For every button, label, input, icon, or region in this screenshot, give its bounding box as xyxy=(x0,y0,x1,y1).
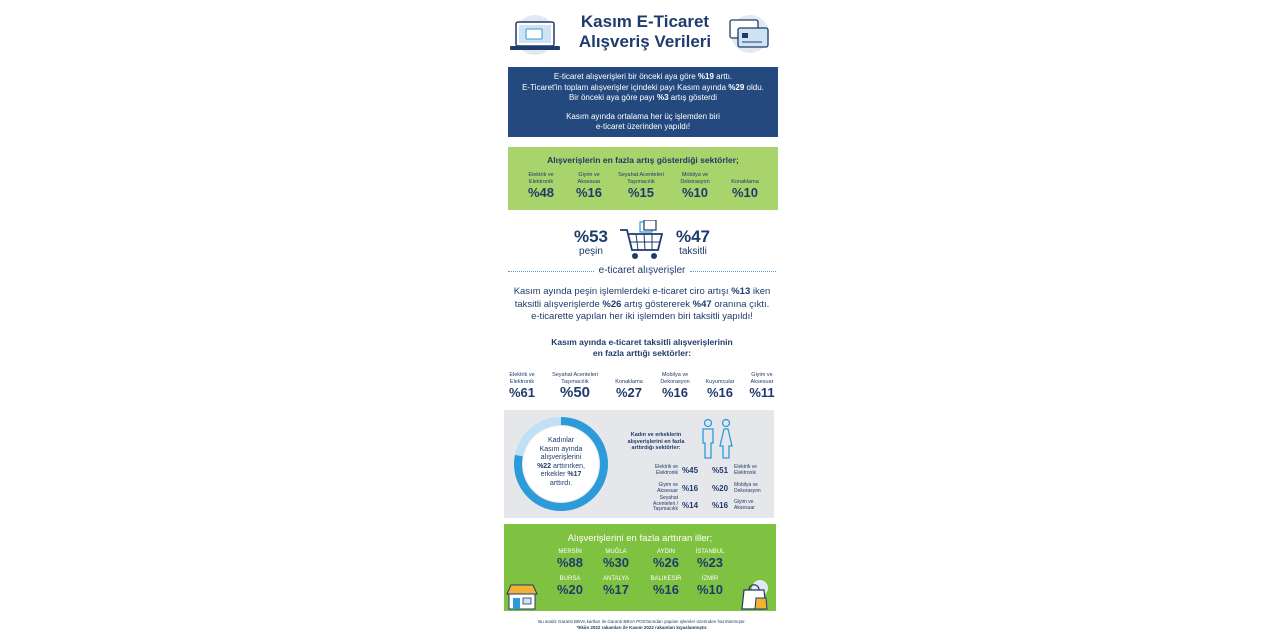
women-sector-label: Seyahat Acenteleri / Taşımacılık xyxy=(652,495,678,512)
city-item: İSTANBUL %23 xyxy=(695,549,725,570)
installment-sector-item: Mobilya ve Dekorasyon %16 xyxy=(660,372,690,400)
installment-sector-item: Seyahat Acenteleri Taşımacılık %50 xyxy=(552,372,598,401)
city-item: MUĞLA %30 xyxy=(602,549,630,570)
summary-line-2: E-Ticaret'in toplam alışverişler içindeki payı Kasım ayında %29 oldu. xyxy=(522,82,764,92)
installment-share: %47 taksitli xyxy=(675,227,711,257)
sector-item: Konaklama %10 xyxy=(731,178,759,200)
shopping-cart-icon xyxy=(618,220,666,262)
men-sector-label: Giyim ve Aksesuar xyxy=(734,499,755,511)
women-sector-pct: %16 xyxy=(682,484,699,493)
woman-icon xyxy=(718,418,734,460)
women-sector-pct: %14 xyxy=(682,501,699,510)
installment-sector-item: Giyim ve Aksesuar %11 xyxy=(749,372,775,400)
divider-right xyxy=(690,271,776,272)
credit-card-icon xyxy=(726,14,772,54)
city-item: BURSA %20 xyxy=(556,576,584,597)
laptop-icon xyxy=(506,14,564,56)
men-sector-pct: %20 xyxy=(712,484,729,493)
sector-item: Elektrik ve Elektronik %48 xyxy=(527,172,555,200)
women-sector-label: Giyim ve Aksesuar xyxy=(657,482,678,494)
installment-sector-item: Elektrik ve Elektronik %61 xyxy=(508,372,536,400)
page-title xyxy=(570,12,720,52)
women-sector-label: Elektrik ve Elektronik xyxy=(654,464,678,476)
summary-line-1: E-ticaret alışverişleri bir önceki aya göre %19 arttı. xyxy=(553,72,733,81)
sector-item: Mobilya ve Dekorasyon %10 xyxy=(680,172,710,200)
storefront-icon xyxy=(506,582,538,610)
city-item: MERSİN %88 xyxy=(556,549,584,570)
sector-item: Seyahat Acenteleri Taşımacılık %15 xyxy=(618,172,664,200)
men-sector-label: Mobilya ve Dekorasyon xyxy=(734,482,761,494)
infographic xyxy=(500,0,784,640)
sector-item: Giyim ve Aksesuar %16 xyxy=(575,172,603,200)
shopping-bag-icon xyxy=(736,578,772,610)
city-item: ANTALYA %17 xyxy=(602,576,630,597)
women-sector-pct: %45 xyxy=(682,466,699,475)
man-icon xyxy=(700,418,716,460)
title-line-1: Kasım E-Ticaret xyxy=(580,12,710,31)
men-sector-pct: %51 xyxy=(712,466,729,475)
title-line-2: Alışveriş Verileri xyxy=(578,32,712,51)
cities-box xyxy=(504,524,776,611)
summary-box xyxy=(508,67,778,137)
cash-share: %53 peşin xyxy=(573,227,609,257)
summary-line-3: Bir önceki aya göre payı %3 artış gösterdi xyxy=(568,93,718,102)
sectors-title: Alışverişlerin en fazla artış gösterdiği sektörler; xyxy=(547,155,739,165)
summary-line-5: e-ticaret üzerinden yapıldı! xyxy=(595,122,691,131)
installment-sectors-title: Kasım ayında e-ticaret taksitli alışverişlerinin en fazla arttığı sektörler: xyxy=(551,337,733,358)
installment-sector-item: Kuyumcular %16 xyxy=(705,378,735,400)
footer-note: Bu analiz Garanti BBVA kartları ile Garanti BBVA POS'larından yapılan işlemler üzerinden hazırlanmıştır. *Ekim 2022 rakamları ile Kasım 2022 rakamları kıyaslanmıştır. xyxy=(538,619,746,630)
city-item: BALIKESİR %16 xyxy=(650,576,682,597)
payment-caption: e-ticaret alışverişler xyxy=(598,265,686,276)
men-sector-pct: %16 xyxy=(712,501,729,510)
summary-line-4: Kasım ayında ortalama her üç işlemden biri xyxy=(566,111,720,121)
installment-sector-item: Konaklama %27 xyxy=(615,378,643,400)
city-item: AYDIN %26 xyxy=(652,549,680,570)
donut-text: Kadınlar Kasım ayında alışverişlerini %22 arttırırken, erkekler %17 arttırdı. xyxy=(537,437,585,487)
gender-box xyxy=(504,410,774,518)
cities-title: Alışverişlerini en fazla arttıran iller; xyxy=(567,533,713,544)
men-sector-label: Elektrik ve Elektronik xyxy=(734,464,758,476)
installment-paragraph: Kasım ayında peşin işlemlerdeki e-ticaret ciro artışı %13 iken taksitli alışverişlerde %26 artış göstererek %47 oranına çıktı. e-ticarette yapılan her iki işlemden biri taksitli yapıldı! xyxy=(513,286,771,322)
gender-sectors-title: Kadın ve erkeklerin alışverişlerini en fazla arttırdığı sektörler: xyxy=(627,432,685,451)
sectors-box xyxy=(508,147,778,210)
city-item: İZMİR %10 xyxy=(696,576,724,597)
